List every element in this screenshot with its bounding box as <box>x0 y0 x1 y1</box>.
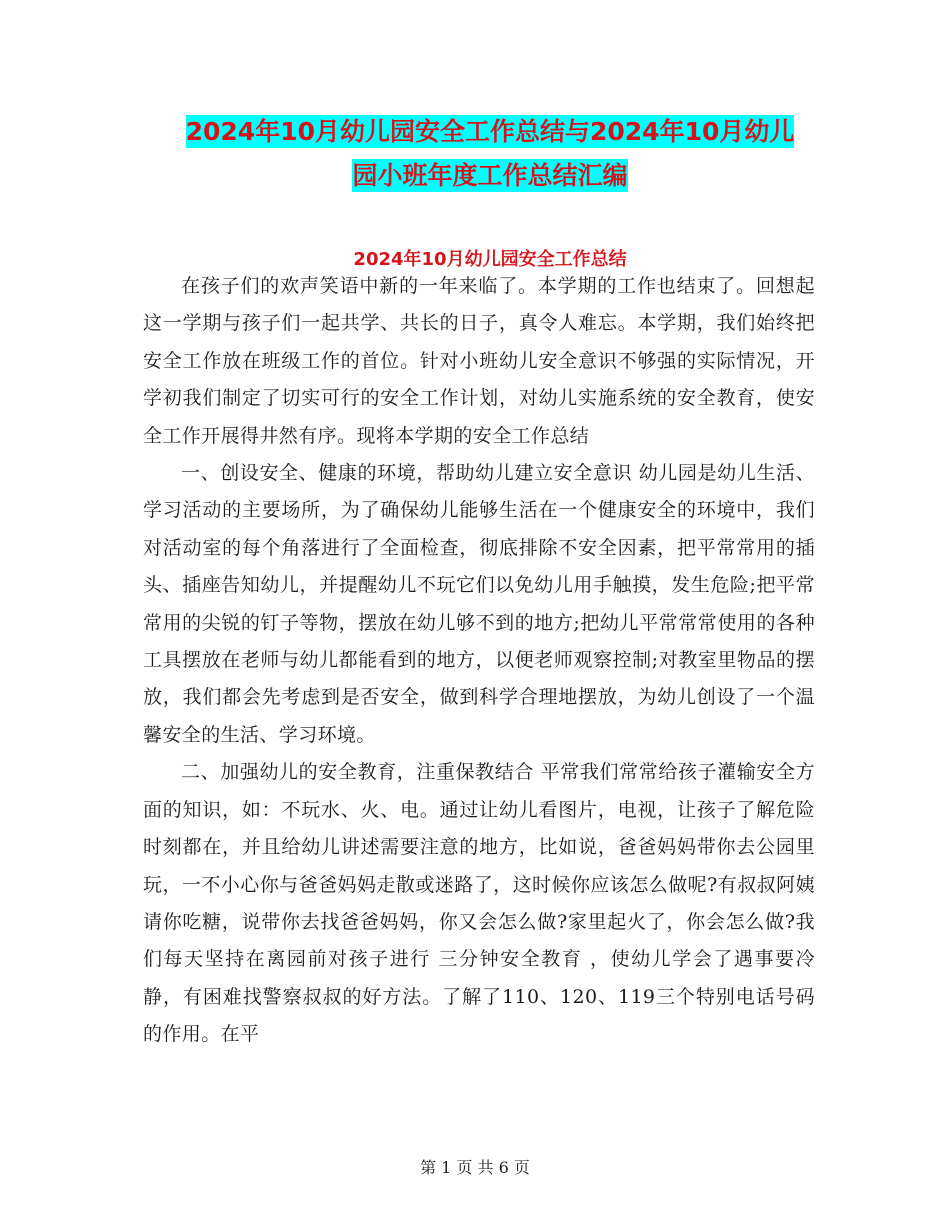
paragraph-intro: 在孩子们的欢声笑语中新的一年来临了。本学期的工作也结束了。回想起这一学期与孩子们一起共学、共长的日子，真令人难忘。本学期，我们始终把安全工作放在班级工作的首位。针对小班幼儿安全意识不够强的实际情况，开学初我们制定了切实可行的安全工作计划，对幼儿实施系统的安全教育，使安全工作开展得井然有序。现将本学期的安全工作总结 <box>143 275 815 447</box>
document-body <box>143 268 815 1054</box>
document-title-line-1: 2024年10月幼儿园安全工作总结与2024年10月幼儿 <box>185 117 795 146</box>
paragraph-education: 二、加强幼儿的安全教育，注重保教结合 平常我们常常给孩子灌输安全方面的知识，如：不玩水、火、电。通过让幼儿看图片，电视，让孩子了解危险时刻都在，并且给幼儿讲述需要注意的地方，比如说，爸爸妈妈带你去公园里玩，一不小心你与爸爸妈妈走散或迷路了，这时候你应该怎么做呢?有叔叔阿姨请你吃糖，说带你去找爸爸妈妈，你又会怎么做?家里起火了，你会怎么做?我们每天坚持在离园前对孩子进行 三分钟安全教育 ，使幼儿学会了遇事要冷静，有困难找警察叔叔的好方法。了解了110、120、119三个特别电话号码的作用。在平 <box>143 761 815 1046</box>
document-title <box>140 110 840 198</box>
document-title-line-2: 园小班年度工作总结汇编 <box>352 161 628 190</box>
section-title: 2024年10月幼儿园安全工作总结 <box>353 249 627 270</box>
page-footer: 第 1 页 共 6 页 <box>420 1158 530 1177</box>
paragraph-environment: 一、创设安全、健康的环境，帮助幼儿建立安全意识 幼儿园是幼儿生活、学习活动的主要场所，为了确保幼儿能够生活在一个健康安全的环境中，我们对活动室的每个角落进行了全面检查，彻底排除不安全因素，把平常常用的插头、插座告知幼儿，并提醒幼儿不玩它们以免幼儿用手触摸，发生危险;把平常常用的尖锐的钉子等物，摆放在幼儿够不到的地方;把幼儿平常常常使用的各种工具摆放在老师与幼儿都能看到的地方，以便老师观察控制;对教室里物品的摆放，我们都会先考虑到是否安全，做到科学合理地摆放，为幼儿创设了一个温馨安全的生活、学习环境。 <box>143 462 815 746</box>
